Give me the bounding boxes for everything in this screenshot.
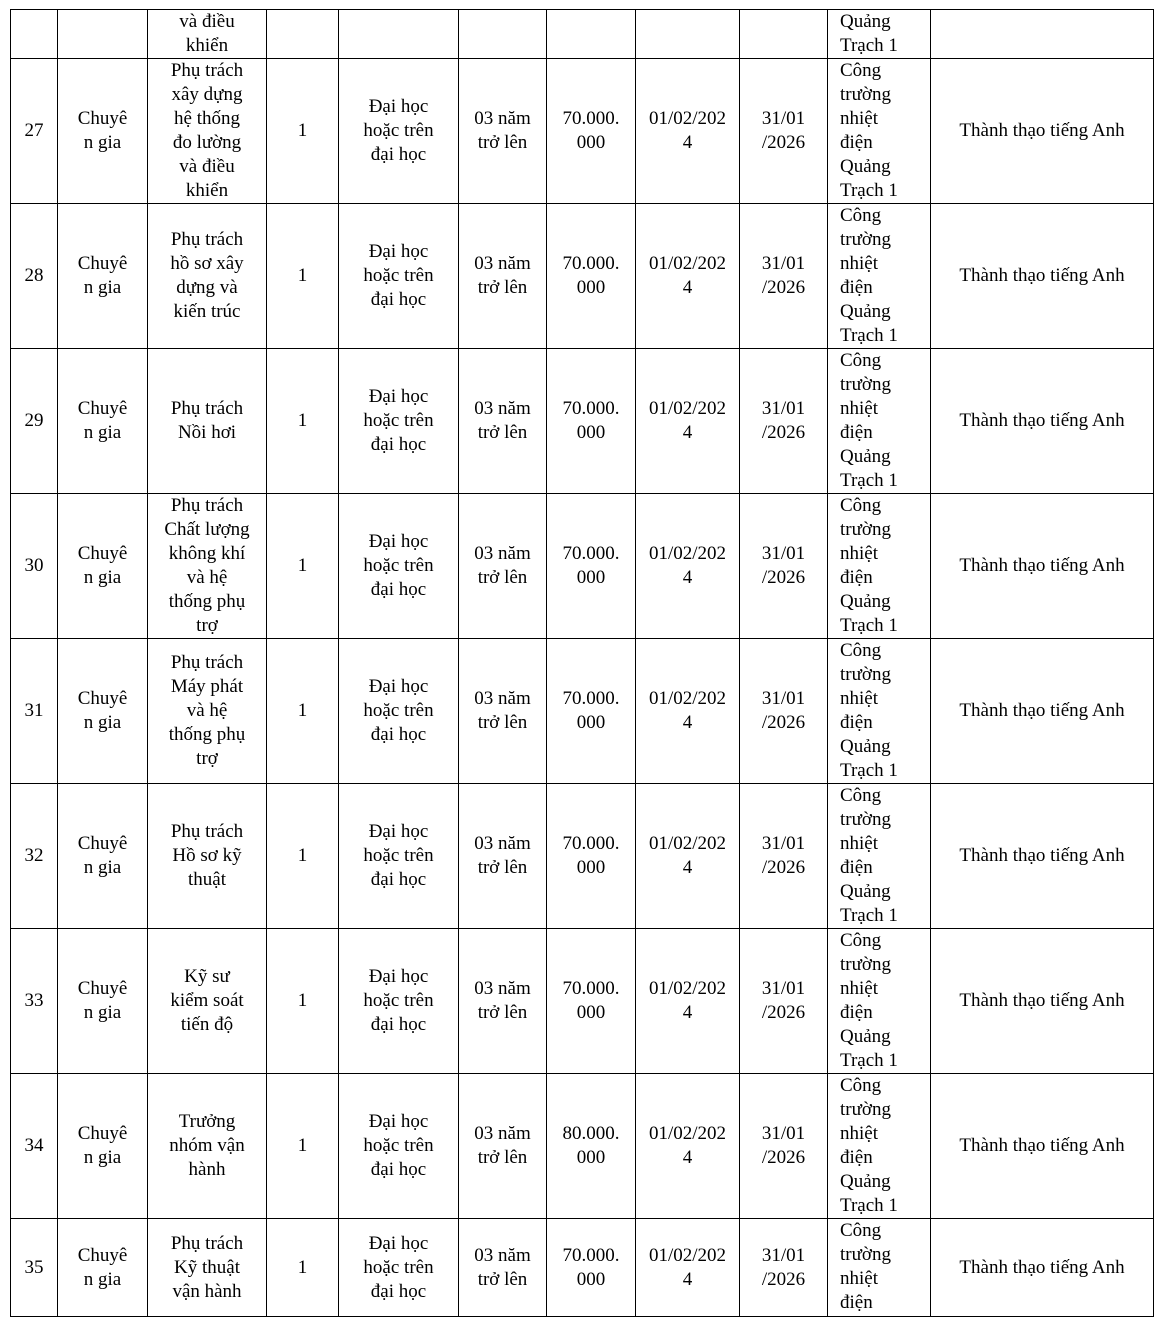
table-row (11, 929, 1154, 1074)
end-text: 31/01 /2026 (761, 543, 806, 588)
end-text: 31/01 /2026 (761, 1123, 806, 1168)
education-text: Đại học hoặc trên đại học (363, 96, 434, 165)
experience-text: 03 năm trở lên (474, 253, 531, 298)
cell-title (58, 784, 148, 929)
salary-text: 70.000. 000 (562, 1244, 620, 1290)
cell-education (339, 1074, 459, 1219)
cell-position (148, 1219, 267, 1317)
cell-start (636, 494, 740, 639)
cell-location (828, 10, 931, 59)
cell-no (11, 349, 58, 494)
title-text: Chuyê n gia (77, 398, 128, 443)
cell-title (58, 929, 148, 1074)
cell-quantity (267, 929, 339, 1074)
no-text: 28 (24, 265, 44, 286)
cell-quantity (267, 1074, 339, 1219)
cell-no (11, 929, 58, 1074)
experience-text: 03 năm trở lên (474, 1244, 531, 1290)
location-text: Công trường nhiệt điện Quảng Trạch 1 (840, 60, 898, 201)
education-text: Đại học hoặc trên đại học (363, 821, 434, 890)
table-body (11, 10, 1154, 1317)
cell-experience (459, 1219, 547, 1317)
cell-no (11, 10, 58, 59)
cell-quantity (267, 204, 339, 349)
cell-salary (547, 494, 636, 639)
cell-start (636, 784, 740, 929)
location-text: Công trường nhiệt điện Quảng Trạch 1 (840, 495, 898, 636)
requirement-text: Thành thạo tiếng Anh (959, 555, 1125, 576)
table-row-partial (11, 10, 1154, 59)
cell-title (58, 1219, 148, 1317)
cell-education (339, 204, 459, 349)
title-text: Chuyê n gia (77, 253, 128, 298)
requirement-text: Thành thạo tiếng Anh (959, 410, 1125, 431)
cell-salary (547, 1219, 636, 1317)
location-text: Công trường nhiệt điện Quảng Trạch 1 (840, 350, 898, 491)
cell-location (828, 784, 931, 929)
start-text: 01/02/202 4 (648, 1123, 727, 1168)
end-text: 31/01 /2026 (761, 688, 806, 733)
cell-experience (459, 494, 547, 639)
end-text: 31/01 /2026 (761, 253, 806, 298)
cell-end (740, 349, 828, 494)
experience-text: 03 năm trở lên (474, 398, 531, 443)
cell-no (11, 1219, 58, 1317)
position-text: Phụ trách xây dựng hệ thống đo lường và điều khiển (170, 60, 244, 201)
cell-title (58, 349, 148, 494)
location-text: Quảng Trạch 1 (840, 11, 898, 56)
cell-education (339, 10, 459, 59)
title-text: Chuyê n gia (77, 833, 128, 878)
quantity-text: 1 (297, 1135, 308, 1156)
education-text: Đại học hoặc trên đại học (363, 1111, 434, 1180)
salary-text: 80.000. 000 (562, 1123, 620, 1168)
cell-requirement (931, 929, 1154, 1074)
no-text: 33 (24, 990, 44, 1011)
position-text: Phụ trách Hồ sơ kỹ thuật (170, 821, 244, 890)
location-text: Công trường nhiệt điện Quảng Trạch 1 (840, 785, 898, 926)
cell-start (636, 639, 740, 784)
cell-title (58, 10, 148, 59)
title-text: Chuyê n gia (77, 108, 128, 153)
salary-text: 70.000. 000 (562, 978, 620, 1023)
end-text: 31/01 /2026 (761, 978, 806, 1023)
requirement-text: Thành thạo tiếng Anh (959, 990, 1125, 1011)
cell-requirement (931, 204, 1154, 349)
position-text: Phụ trách Máy phát và hệ thống phụ trợ (168, 652, 246, 769)
cell-end (740, 494, 828, 639)
table-row (11, 1074, 1154, 1219)
table-row (11, 349, 1154, 494)
cell-position (148, 784, 267, 929)
cell-end (740, 59, 828, 204)
quantity-text: 1 (297, 1256, 308, 1278)
cell-start (636, 10, 740, 59)
cell-quantity (267, 494, 339, 639)
cell-education (339, 349, 459, 494)
start-text: 01/02/202 4 (648, 833, 727, 878)
start-text: 01/02/202 4 (648, 398, 727, 443)
location-text: Công trường nhiệt điện Quảng Trạch 1 (840, 1075, 898, 1216)
salary-text: 70.000. 000 (562, 398, 620, 443)
end-text: 31/01 /2026 (761, 1244, 806, 1290)
salary-text: 70.000. 000 (562, 688, 620, 733)
cell-requirement (931, 1219, 1154, 1317)
start-text: 01/02/202 4 (648, 978, 727, 1023)
cell-position (148, 349, 267, 494)
cell-location (828, 494, 931, 639)
quantity-text: 1 (297, 700, 308, 721)
cell-position (148, 59, 267, 204)
cell-requirement (931, 639, 1154, 784)
location-text: Công trường nhiệt điện Quảng Trạch 1 (840, 205, 898, 346)
cell-experience (459, 639, 547, 784)
no-text: 27 (24, 120, 44, 141)
experience-text: 03 năm trở lên (474, 688, 531, 733)
cell-start (636, 1219, 740, 1317)
experience-text: 03 năm trở lên (474, 543, 531, 588)
experience-text: 03 năm trở lên (474, 978, 531, 1023)
cell-no (11, 639, 58, 784)
cell-salary (547, 929, 636, 1074)
salary-text: 70.000. 000 (562, 253, 620, 298)
table-row (11, 784, 1154, 929)
requirement-text: Thành thạo tiếng Anh (959, 120, 1125, 141)
cell-requirement (931, 784, 1154, 929)
end-text: 31/01 /2026 (761, 108, 806, 153)
cell-title (58, 1074, 148, 1219)
quantity-text: 1 (297, 265, 308, 286)
cell-experience (459, 59, 547, 204)
cell-education (339, 784, 459, 929)
title-text: Chuyê n gia (77, 688, 128, 733)
requirement-text: Thành thạo tiếng Anh (959, 1256, 1125, 1278)
no-text: 35 (24, 1256, 44, 1278)
requirement-text: Thành thạo tiếng Anh (959, 265, 1125, 286)
cell-no (11, 204, 58, 349)
recruitment-table (10, 9, 1154, 1317)
cell-salary (547, 204, 636, 349)
position-text: Trưởng nhóm vận hành (169, 1111, 245, 1180)
cell-start (636, 349, 740, 494)
cell-start (636, 59, 740, 204)
no-text: 29 (24, 410, 44, 431)
cell-experience (459, 349, 547, 494)
quantity-text: 1 (297, 990, 308, 1011)
cell-position (148, 639, 267, 784)
cell-end (740, 1074, 828, 1219)
cell-salary (547, 1074, 636, 1219)
requirement-text: Thành thạo tiếng Anh (959, 700, 1125, 721)
cell-title (58, 59, 148, 204)
cell-experience (459, 784, 547, 929)
cell-position (148, 204, 267, 349)
cell-education (339, 929, 459, 1074)
cell-experience (459, 204, 547, 349)
cell-location (828, 1219, 931, 1317)
cell-end (740, 1219, 828, 1317)
cell-start (636, 204, 740, 349)
location-text: Công trường nhiệt điện (840, 1220, 891, 1313)
cell-end (740, 204, 828, 349)
start-text: 01/02/202 4 (648, 688, 727, 733)
title-text: Chuyê n gia (77, 1123, 128, 1168)
cell-experience (459, 1074, 547, 1219)
location-text: Công trường nhiệt điện Quảng Trạch 1 (840, 930, 898, 1071)
cell-position (148, 494, 267, 639)
start-text: 01/02/202 4 (648, 1244, 727, 1290)
cell-requirement (931, 349, 1154, 494)
cell-title (58, 204, 148, 349)
cell-education (339, 1219, 459, 1317)
cell-salary (547, 59, 636, 204)
no-text: 34 (24, 1135, 44, 1156)
cell-no (11, 494, 58, 639)
location-text: Công trường nhiệt điện Quảng Trạch 1 (840, 640, 898, 781)
quantity-text: 1 (297, 120, 308, 141)
cell-experience (459, 10, 547, 59)
education-text: Đại học hoặc trên đại học (363, 386, 434, 455)
quantity-text: 1 (297, 410, 308, 431)
cell-salary (547, 639, 636, 784)
cell-location (828, 639, 931, 784)
cell-requirement (931, 10, 1154, 59)
no-text: 31 (24, 700, 44, 721)
cell-salary (547, 349, 636, 494)
cell-no (11, 59, 58, 204)
cell-education (339, 494, 459, 639)
no-text: 30 (24, 555, 44, 576)
cell-requirement (931, 1074, 1154, 1219)
start-text: 01/02/202 4 (648, 253, 727, 298)
education-text: Đại học hoặc trên đại học (363, 531, 434, 600)
end-text: 31/01 /2026 (761, 833, 806, 878)
position-text: Phụ trách Kỹ thuật vận hành (170, 1232, 244, 1302)
cell-quantity (267, 1219, 339, 1317)
cell-requirement (931, 59, 1154, 204)
cell-no (11, 784, 58, 929)
start-text: 01/02/202 4 (648, 543, 727, 588)
cell-end (740, 784, 828, 929)
experience-text: 03 năm trở lên (474, 1123, 531, 1168)
position-text: Phụ trách hồ sơ xây dựng và kiến trúc (170, 229, 244, 322)
salary-text: 70.000. 000 (562, 833, 620, 878)
cell-start (636, 929, 740, 1074)
table-row (11, 494, 1154, 639)
cell-location (828, 1074, 931, 1219)
table-row (11, 1219, 1154, 1317)
start-text: 01/02/202 4 (648, 108, 727, 153)
cell-position (148, 1074, 267, 1219)
cell-location (828, 929, 931, 1074)
cell-requirement (931, 494, 1154, 639)
position-text: Phụ trách Nồi hơi (170, 398, 244, 443)
quantity-text: 1 (297, 845, 308, 866)
salary-text: 70.000. 000 (562, 543, 620, 588)
title-text: Chuyê n gia (77, 1244, 128, 1290)
cell-location (828, 349, 931, 494)
cell-end (740, 639, 828, 784)
cell-location (828, 204, 931, 349)
experience-text: 03 năm trở lên (474, 833, 531, 878)
cell-salary (547, 10, 636, 59)
cell-title (58, 639, 148, 784)
table-row (11, 204, 1154, 349)
education-text: Đại học hoặc trên đại học (363, 966, 434, 1035)
quantity-text: 1 (297, 555, 308, 576)
requirement-text: Thành thạo tiếng Anh (959, 845, 1125, 866)
cell-quantity (267, 784, 339, 929)
cell-experience (459, 929, 547, 1074)
experience-text: 03 năm trở lên (474, 108, 531, 153)
requirement-text: Thành thạo tiếng Anh (959, 1135, 1125, 1156)
salary-text: 70.000. 000 (562, 108, 620, 153)
cell-quantity (267, 349, 339, 494)
cell-salary (547, 784, 636, 929)
table-row (11, 639, 1154, 784)
cell-quantity (267, 639, 339, 784)
position-text: và điều khiển (179, 11, 235, 56)
cell-education (339, 59, 459, 204)
cell-quantity (267, 10, 339, 59)
no-text: 32 (24, 845, 44, 866)
cell-quantity (267, 59, 339, 204)
cell-start (636, 1074, 740, 1219)
cell-no (11, 1074, 58, 1219)
cell-education (339, 639, 459, 784)
cell-location (828, 59, 931, 204)
cell-end (740, 929, 828, 1074)
cell-end (740, 10, 828, 59)
position-text: Kỹ sư kiểm soát tiến độ (170, 966, 244, 1035)
education-text: Đại học hoặc trên đại học (363, 676, 434, 745)
end-text: 31/01 /2026 (761, 398, 806, 443)
title-text: Chuyê n gia (77, 978, 128, 1023)
education-text: Đại học hoặc trên đại học (363, 1232, 434, 1302)
position-text: Phụ trách Chất lượng không khí và hệ thống phụ trợ (164, 495, 250, 636)
cell-title (58, 494, 148, 639)
cell-position (148, 10, 267, 59)
cell-position (148, 929, 267, 1074)
education-text: Đại học hoặc trên đại học (363, 241, 434, 310)
table-row (11, 59, 1154, 204)
title-text: Chuyê n gia (77, 543, 128, 588)
